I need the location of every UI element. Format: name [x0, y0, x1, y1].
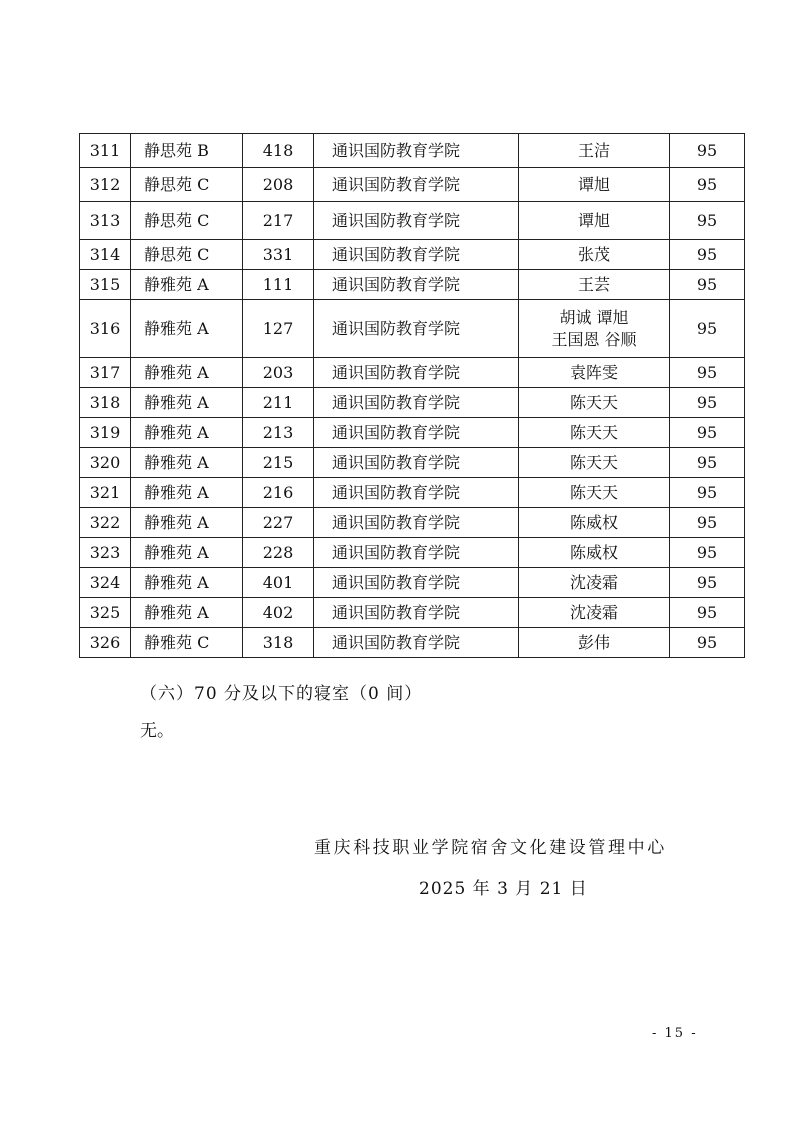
score-cell: 95: [670, 628, 745, 658]
score-cell: 95: [670, 202, 745, 240]
college-cell: 通识国防教育学院: [314, 300, 519, 358]
inspector-cell: [519, 388, 670, 418]
college-cell: 通识国防教育学院: [314, 508, 519, 538]
row-number-cell: 319: [80, 418, 131, 448]
college-cell: 通识国防教育学院: [314, 240, 519, 270]
row-number-cell: 322: [80, 508, 131, 538]
table-row: [80, 300, 745, 358]
room-number-cell: 211: [243, 388, 314, 418]
inspector-name: 陈天天: [569, 452, 618, 472]
score-cell: 95: [670, 270, 745, 300]
table-row: [80, 202, 745, 240]
inspector-cell: [519, 240, 670, 270]
inspector-name: 王洁: [577, 140, 610, 160]
row-number-cell: 318: [80, 388, 131, 418]
score-cell: 95: [670, 168, 745, 202]
room-number-cell: 217: [243, 202, 314, 240]
building-cell: 静雅苑 A: [131, 300, 243, 358]
building-cell: 静思苑 C: [131, 168, 243, 202]
table-body: [80, 134, 745, 658]
room-number-cell: 228: [243, 538, 314, 568]
row-number-cell: 323: [80, 538, 131, 568]
score-cell: 95: [670, 508, 745, 538]
table-row: [80, 418, 745, 448]
table-row: [80, 388, 745, 418]
table-row: [80, 358, 745, 388]
table-row: [80, 508, 745, 538]
table-row: [80, 478, 745, 508]
row-number-cell: 316: [80, 300, 131, 358]
inspector-name: 陈威权: [569, 542, 618, 562]
score-cell: 95: [670, 240, 745, 270]
score-cell: 95: [670, 448, 745, 478]
room-number-cell: 111: [243, 270, 314, 300]
room-number-cell: 216: [243, 478, 314, 508]
college-cell: 通识国防教育学院: [314, 538, 519, 568]
inspector-cell: [519, 628, 670, 658]
room-number-cell: 418: [243, 134, 314, 168]
row-number-cell: 320: [80, 448, 131, 478]
table-row: [80, 270, 745, 300]
score-cell: 95: [670, 478, 745, 508]
inspector-name: 彭伟: [577, 632, 610, 652]
room-number-cell: 402: [243, 598, 314, 628]
inspector-cell: [519, 508, 670, 538]
inspector-cell: [519, 448, 670, 478]
row-number-cell: 326: [80, 628, 131, 658]
building-cell: 静思苑 C: [131, 202, 243, 240]
issuer-name: 重庆科技职业学院宿舍文化建设管理中心: [314, 838, 667, 858]
table-row: [80, 134, 745, 168]
inspector-name: 沈凌霜: [569, 602, 618, 622]
inspector-name: 王芸: [577, 274, 610, 294]
room-number-cell: 203: [243, 358, 314, 388]
inspector-cell: [519, 270, 670, 300]
inspector-cell: [519, 598, 670, 628]
building-cell: 静雅苑 A: [131, 358, 243, 388]
inspector-name: 袁阵雯: [569, 362, 618, 382]
inspector-name: 谭旭: [577, 174, 610, 194]
building-cell: 静雅苑 A: [131, 448, 243, 478]
room-number-cell: 318: [243, 628, 314, 658]
page-number: - 15 -: [652, 1026, 698, 1041]
inspector-cell: [519, 134, 670, 168]
inspector-name: 陈威权: [569, 512, 618, 532]
row-number-cell: 313: [80, 202, 131, 240]
table-row: [80, 448, 745, 478]
inspector-name: 张茂: [577, 244, 610, 264]
college-cell: 通识国防教育学院: [314, 134, 519, 168]
inspector-name: 陈天天: [569, 482, 618, 502]
inspector-name: 沈凌霜: [569, 572, 618, 592]
score-cell: 95: [670, 388, 745, 418]
score-cell: 95: [670, 300, 745, 358]
inspector-cell: [519, 168, 670, 202]
table-row: [80, 628, 745, 658]
college-cell: 通识国防教育学院: [314, 388, 519, 418]
dormitory-score-table: [79, 133, 745, 658]
inspector-name: 陈天天: [569, 422, 618, 442]
score-cell: 95: [670, 538, 745, 568]
table-row: [80, 538, 745, 568]
inspector-cell: [519, 568, 670, 598]
row-number-cell: 317: [80, 358, 131, 388]
inspector-name: 谭旭: [577, 210, 610, 230]
building-cell: 静雅苑 A: [131, 568, 243, 598]
college-cell: 通识国防教育学院: [314, 448, 519, 478]
room-number-cell: 401: [243, 568, 314, 598]
inspector-cell: [519, 358, 670, 388]
row-number-cell: 325: [80, 598, 131, 628]
table-row: [80, 240, 745, 270]
building-cell: 静雅苑 A: [131, 270, 243, 300]
room-number-cell: 331: [243, 240, 314, 270]
row-number-cell: 321: [80, 478, 131, 508]
building-cell: 静雅苑 A: [131, 418, 243, 448]
building-cell: 静思苑 C: [131, 240, 243, 270]
college-cell: 通识国防教育学院: [314, 202, 519, 240]
table-row: [80, 568, 745, 598]
score-cell: 95: [670, 598, 745, 628]
college-cell: 通识国防教育学院: [314, 598, 519, 628]
building-cell: 静雅苑 A: [131, 508, 243, 538]
building-cell: 静思苑 B: [131, 134, 243, 168]
row-number-cell: 311: [80, 134, 131, 168]
inspector-cell: [519, 418, 670, 448]
inspector-name: 胡诚 谭旭: [559, 307, 629, 327]
row-number-cell: 324: [80, 568, 131, 598]
table-row: [80, 168, 745, 202]
inspector-name: 王国恩 谷顺: [551, 329, 637, 349]
college-cell: 通识国防教育学院: [314, 358, 519, 388]
building-cell: 静雅苑 A: [131, 478, 243, 508]
college-cell: 通识国防教育学院: [314, 270, 519, 300]
room-number-cell: 213: [243, 418, 314, 448]
building-cell: 静雅苑 C: [131, 628, 243, 658]
room-number-cell: 227: [243, 508, 314, 538]
score-cell: 95: [670, 358, 745, 388]
college-cell: 通识国防教育学院: [314, 418, 519, 448]
inspector-cell: [519, 300, 670, 358]
section-body: 无。: [140, 721, 174, 741]
building-cell: 静雅苑 A: [131, 598, 243, 628]
building-cell: 静雅苑 A: [131, 388, 243, 418]
room-number-cell: 127: [243, 300, 314, 358]
row-number-cell: 312: [80, 168, 131, 202]
inspector-name: 陈天天: [569, 392, 618, 412]
inspector-cell: [519, 478, 670, 508]
inspector-cell: [519, 538, 670, 568]
inspector-cell: [519, 202, 670, 240]
issue-date: 2025 年 3 月 21 日: [419, 879, 588, 899]
college-cell: 通识国防教育学院: [314, 568, 519, 598]
college-cell: 通识国防教育学院: [314, 168, 519, 202]
room-number-cell: 215: [243, 448, 314, 478]
building-cell: 静雅苑 A: [131, 538, 243, 568]
row-number-cell: 315: [80, 270, 131, 300]
room-number-cell: 208: [243, 168, 314, 202]
college-cell: 通识国防教育学院: [314, 628, 519, 658]
score-cell: 95: [670, 418, 745, 448]
score-cell: 95: [670, 134, 745, 168]
college-cell: 通识国防教育学院: [314, 478, 519, 508]
section-heading: （六）70 分及以下的寝室（0 间）: [140, 684, 423, 704]
table-row: [80, 598, 745, 628]
row-number-cell: 314: [80, 240, 131, 270]
score-cell: 95: [670, 568, 745, 598]
